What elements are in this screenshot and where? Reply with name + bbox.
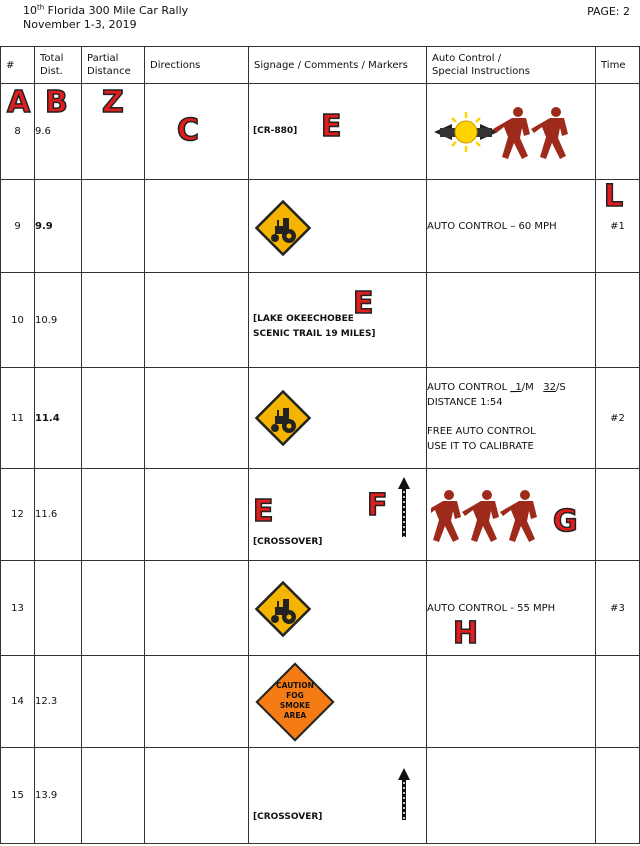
route-instructions-table [0, 46, 640, 844]
title-text: Florida 300 Mile Car Rally [44, 4, 189, 17]
title-number: 10 [23, 4, 37, 17]
table-row [1, 469, 640, 561]
auto-control-cell [427, 656, 596, 748]
signage-cell [249, 180, 427, 273]
rally-title [23, 4, 188, 32]
signage-cell [249, 748, 427, 844]
row-number: 8 A [1, 84, 35, 180]
marker-letter-f: F [367, 488, 388, 523]
caution-sign-text: SMOKE [279, 701, 311, 710]
auto-control-cell [427, 273, 596, 368]
marker-letter-b: B [45, 85, 68, 120]
caution-fog-smoke-sign-icon [251, 658, 339, 746]
total-distance: 13.9 [35, 748, 82, 844]
winged-sun-icon [434, 112, 498, 152]
marker-letter-c: C [177, 113, 200, 148]
signage-cell [249, 273, 427, 368]
partial-distance [82, 748, 145, 844]
row-number: 12 [1, 469, 35, 561]
signage-text: [CROSSOVER] [253, 812, 323, 822]
total-distance [35, 561, 82, 656]
runner-icon [431, 490, 461, 542]
directions-cell [145, 368, 249, 469]
col-header-directions: Directions [145, 47, 249, 84]
total-distance: 11.6 [35, 469, 82, 561]
runner-icon [531, 107, 568, 159]
time-cell [596, 656, 640, 748]
signage-text: SCENIC TRAIL 19 MILES] [253, 329, 376, 339]
signage-cell [249, 561, 427, 656]
marker-letter-e: E [253, 494, 274, 529]
partial-distance [82, 561, 145, 656]
row-number: 9 [1, 180, 35, 273]
table-row [1, 273, 640, 368]
directions-cell [145, 273, 249, 368]
signage-text: [CR-880] [253, 126, 298, 136]
table-row [1, 180, 640, 273]
tractor-warning-sign-icon [253, 388, 313, 448]
tractor-warning-sign-icon [253, 579, 313, 639]
auto-control-cell [427, 84, 596, 180]
marker-letter-h: H [453, 616, 479, 651]
time-cell: #3 [596, 561, 640, 656]
marker-letter-l: L [604, 179, 624, 214]
total-distance: 9.9 [35, 180, 82, 273]
marker-letter-e: E [353, 286, 374, 321]
time-cell [596, 84, 640, 180]
partial-distance [82, 469, 145, 561]
caution-sign-text: AREA [283, 711, 307, 720]
col-header-time: Time [596, 47, 640, 84]
partial-distance [82, 180, 145, 273]
row-number: 13 [1, 561, 35, 656]
row-number: 10 [1, 273, 35, 368]
signage-cell [249, 368, 427, 469]
table-row [1, 84, 640, 180]
table-row [1, 561, 640, 656]
directions-cell [145, 469, 249, 561]
table-header-row [1, 47, 640, 84]
signage-text: [CROSSOVER] [253, 537, 323, 547]
marker-letter-g: G [553, 504, 578, 539]
col-header-num: # [1, 47, 35, 84]
auto-control-cell: AUTO CONTROL – 60 MPH [427, 180, 596, 273]
page-number: PAGE: 2 [587, 5, 630, 18]
time-cell [596, 469, 640, 561]
directions-cell [145, 748, 249, 844]
rally-dates: November 1-3, 2019 [23, 18, 137, 31]
marker-letter-z: Z [102, 85, 124, 120]
crossover-arrow-icon [397, 768, 411, 820]
total-distance: 9.6 B [35, 84, 82, 180]
row-number: 14 [1, 656, 35, 748]
signage-cell [249, 656, 427, 748]
marker-letter-a: A [7, 85, 31, 120]
partial-distance [82, 84, 145, 180]
total-distance: 12.3 [35, 656, 82, 748]
col-header-total: Total Dist. [35, 47, 82, 84]
row-number: 15 [1, 748, 35, 844]
runners-icon [431, 487, 551, 545]
directions-cell [145, 180, 249, 273]
col-header-signage: Signage / Comments / Markers [249, 47, 427, 84]
signage-cell [249, 469, 427, 561]
col-header-partial: Partial Distance [82, 47, 145, 84]
auto-control-cell [427, 748, 596, 844]
directions-cell [145, 84, 249, 180]
auto-control-cell [427, 469, 596, 561]
total-distance: 11.4 [35, 368, 82, 469]
runner-icon [493, 107, 530, 159]
tractor-warning-sign-icon [253, 198, 313, 258]
table-row [1, 368, 640, 469]
col-header-auto: Auto Control / Special Instructions [427, 47, 596, 84]
time-cell: #1 L [596, 180, 640, 273]
caution-sign-text: FOG [286, 691, 304, 700]
total-distance: 10.9 [35, 273, 82, 368]
directions-cell [145, 656, 249, 748]
runner-icon [500, 490, 537, 542]
table-row [1, 656, 640, 748]
partial-distance [82, 368, 145, 469]
sun-and-runners-icon [432, 102, 592, 166]
title-ordinal: th [37, 3, 45, 12]
table-row [1, 748, 640, 844]
partial-distance [82, 656, 145, 748]
signage-text: [LAKE OKEECHOBEE [253, 314, 354, 324]
auto-control-cell: AUTO CONTROL _1/M 32/S DISTANCE 1:54 FREE AUTO CONTROL USE IT TO CALIBRATE [427, 368, 596, 469]
partial-distance [82, 273, 145, 368]
time-cell [596, 273, 640, 368]
crossover-arrow-icon [397, 477, 411, 539]
row-number: 11 [1, 368, 35, 469]
marker-letter-e: E [321, 109, 342, 144]
directions-cell [145, 561, 249, 656]
caution-sign-text: CAUTION [276, 681, 314, 690]
signage-cell [249, 84, 427, 180]
time-cell [596, 748, 640, 844]
time-cell: #2 [596, 368, 640, 469]
runner-icon [462, 490, 499, 542]
auto-control-cell: AUTO CONTROL - 55 MPH H [427, 561, 596, 656]
